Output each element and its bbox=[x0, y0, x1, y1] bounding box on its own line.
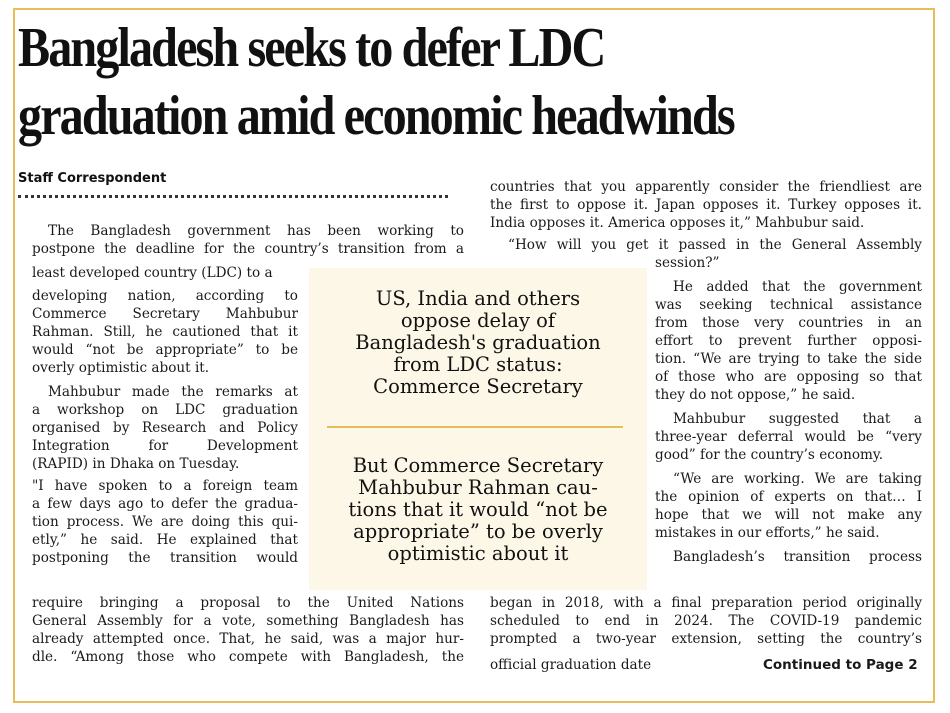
col2-line: “We are working. We are taking bbox=[673, 471, 922, 487]
col2-line: three-year deferral would be “very bbox=[655, 429, 922, 445]
col2-line: they do not oppose,” he said. bbox=[655, 387, 856, 403]
col2-line: tion. “We are trying to take the side bbox=[655, 351, 922, 367]
col1-line: organised by Research and Policy bbox=[32, 420, 298, 436]
col1-line: postponing the transition would bbox=[32, 550, 298, 566]
col2-line: was seeking technical assistance bbox=[655, 297, 922, 313]
headline-line-2: graduation amid economic headwinds bbox=[18, 85, 734, 147]
pull-quote-bottom-line: tions that it would “not be bbox=[348, 498, 608, 521]
col1-line: would “not be appropriate” to be bbox=[32, 342, 298, 358]
col1-line: developing nation, according to bbox=[32, 288, 298, 304]
pull-quote-box bbox=[309, 268, 647, 590]
col2-line: began in 2018, with a final preparation period originally bbox=[490, 595, 922, 611]
col2-line: official graduation date bbox=[490, 657, 652, 673]
col2-line: Mahbubur suggested that a bbox=[673, 411, 922, 427]
pull-quote-bottom-line: Mahbubur Rahman cau- bbox=[358, 476, 598, 499]
pull-quote-top-line: Commerce Secretary bbox=[373, 375, 583, 398]
headline-line-1: Bangladesh seeks to defer LDC bbox=[18, 17, 605, 79]
col2-line: of those who are opposing so that bbox=[655, 369, 922, 385]
col2-line: good” for the country’s economy. bbox=[655, 447, 884, 463]
col2-line: mistakes in our efforts,” he said. bbox=[655, 525, 880, 541]
col1-line: already attempted once. That, he said, was a major hur- bbox=[32, 631, 464, 647]
col2-line: the first to oppose it. Japan opposes it. Turkey opposes it. bbox=[490, 197, 922, 213]
pull-quote-top-line: US, India and others bbox=[375, 287, 581, 310]
col1-line: a workshop on LDC graduation bbox=[32, 402, 298, 418]
col2-line: “How will you get it passed in the General Assembly bbox=[508, 237, 922, 253]
col1-line: Mahbubur made the remarks at bbox=[48, 384, 298, 400]
col1-line: "I have spoken to a foreign team bbox=[32, 478, 298, 494]
col2-line: hope that we will not make any bbox=[655, 507, 922, 523]
pull-quote-bottom-line: appropriate” to be overly bbox=[353, 520, 603, 543]
col1-line: overly optimistic about it. bbox=[32, 360, 210, 376]
byline-dotted-rule bbox=[18, 195, 448, 198]
pull-quote-bottom-line: But Commerce Secretary bbox=[352, 454, 604, 477]
col2-line: Bangladesh’s transition process bbox=[673, 549, 922, 565]
pull-quote-divider bbox=[327, 426, 623, 428]
pull-quote-top-line: oppose delay of bbox=[400, 309, 556, 332]
col1-line: (RAPID) in Dhaka on Tuesday. bbox=[32, 456, 240, 472]
col2-line: countries that you apparently consider the friendliest are bbox=[490, 179, 922, 195]
col1-line: tion process. We are doing this qui- bbox=[32, 514, 298, 530]
byline: Staff Correspondent bbox=[18, 171, 167, 186]
col2-line: India opposes it. America opposes it,” Mahbubur said. bbox=[490, 215, 865, 231]
col1-line: The Bangladesh government has been working to bbox=[48, 223, 464, 239]
col2-line: the opinion of experts on that… I bbox=[655, 489, 922, 505]
col2-line: scheduled to end in 2024. The COVID-19 pandemic bbox=[490, 613, 922, 629]
col1-line: require bringing a proposal to the United Nations bbox=[32, 595, 464, 611]
col2-line: prompted a two-year extension, setting the country’s bbox=[490, 631, 922, 647]
continued-to-page-link[interactable]: Continued to Page 2 bbox=[763, 657, 918, 673]
col1-line: dle. “Among those who compete with Bangladesh, the bbox=[32, 649, 464, 665]
col1-line: Integration for Development bbox=[32, 438, 298, 454]
pull-quote-top-line: Bangladesh's graduation bbox=[355, 331, 601, 354]
col2-line: session?” bbox=[655, 255, 720, 271]
col1-line: postpone the deadline for the country’s transition from a bbox=[32, 241, 464, 257]
col2-line: He added that the government bbox=[673, 279, 922, 295]
col2-line: from those very countries in an bbox=[655, 315, 922, 331]
col1-line: General Assembly for a vote, something Bangladesh has bbox=[32, 613, 464, 629]
col1-line: least developed country (LDC) to a bbox=[32, 265, 273, 281]
col2-line: effort to prevent further opposi- bbox=[655, 333, 922, 349]
col1-line: Rahman. Still, he cautioned that it bbox=[32, 324, 298, 340]
pull-quote-top-line: from LDC status: bbox=[393, 353, 563, 376]
col1-line: Commerce Secretary Mahbubur bbox=[32, 306, 298, 322]
col1-line: etly,” he said. He explained that bbox=[32, 532, 298, 548]
pull-quote-bottom-line: optimistic about it bbox=[387, 542, 569, 565]
col1-line: a few days ago to defer the gradua- bbox=[32, 496, 298, 512]
